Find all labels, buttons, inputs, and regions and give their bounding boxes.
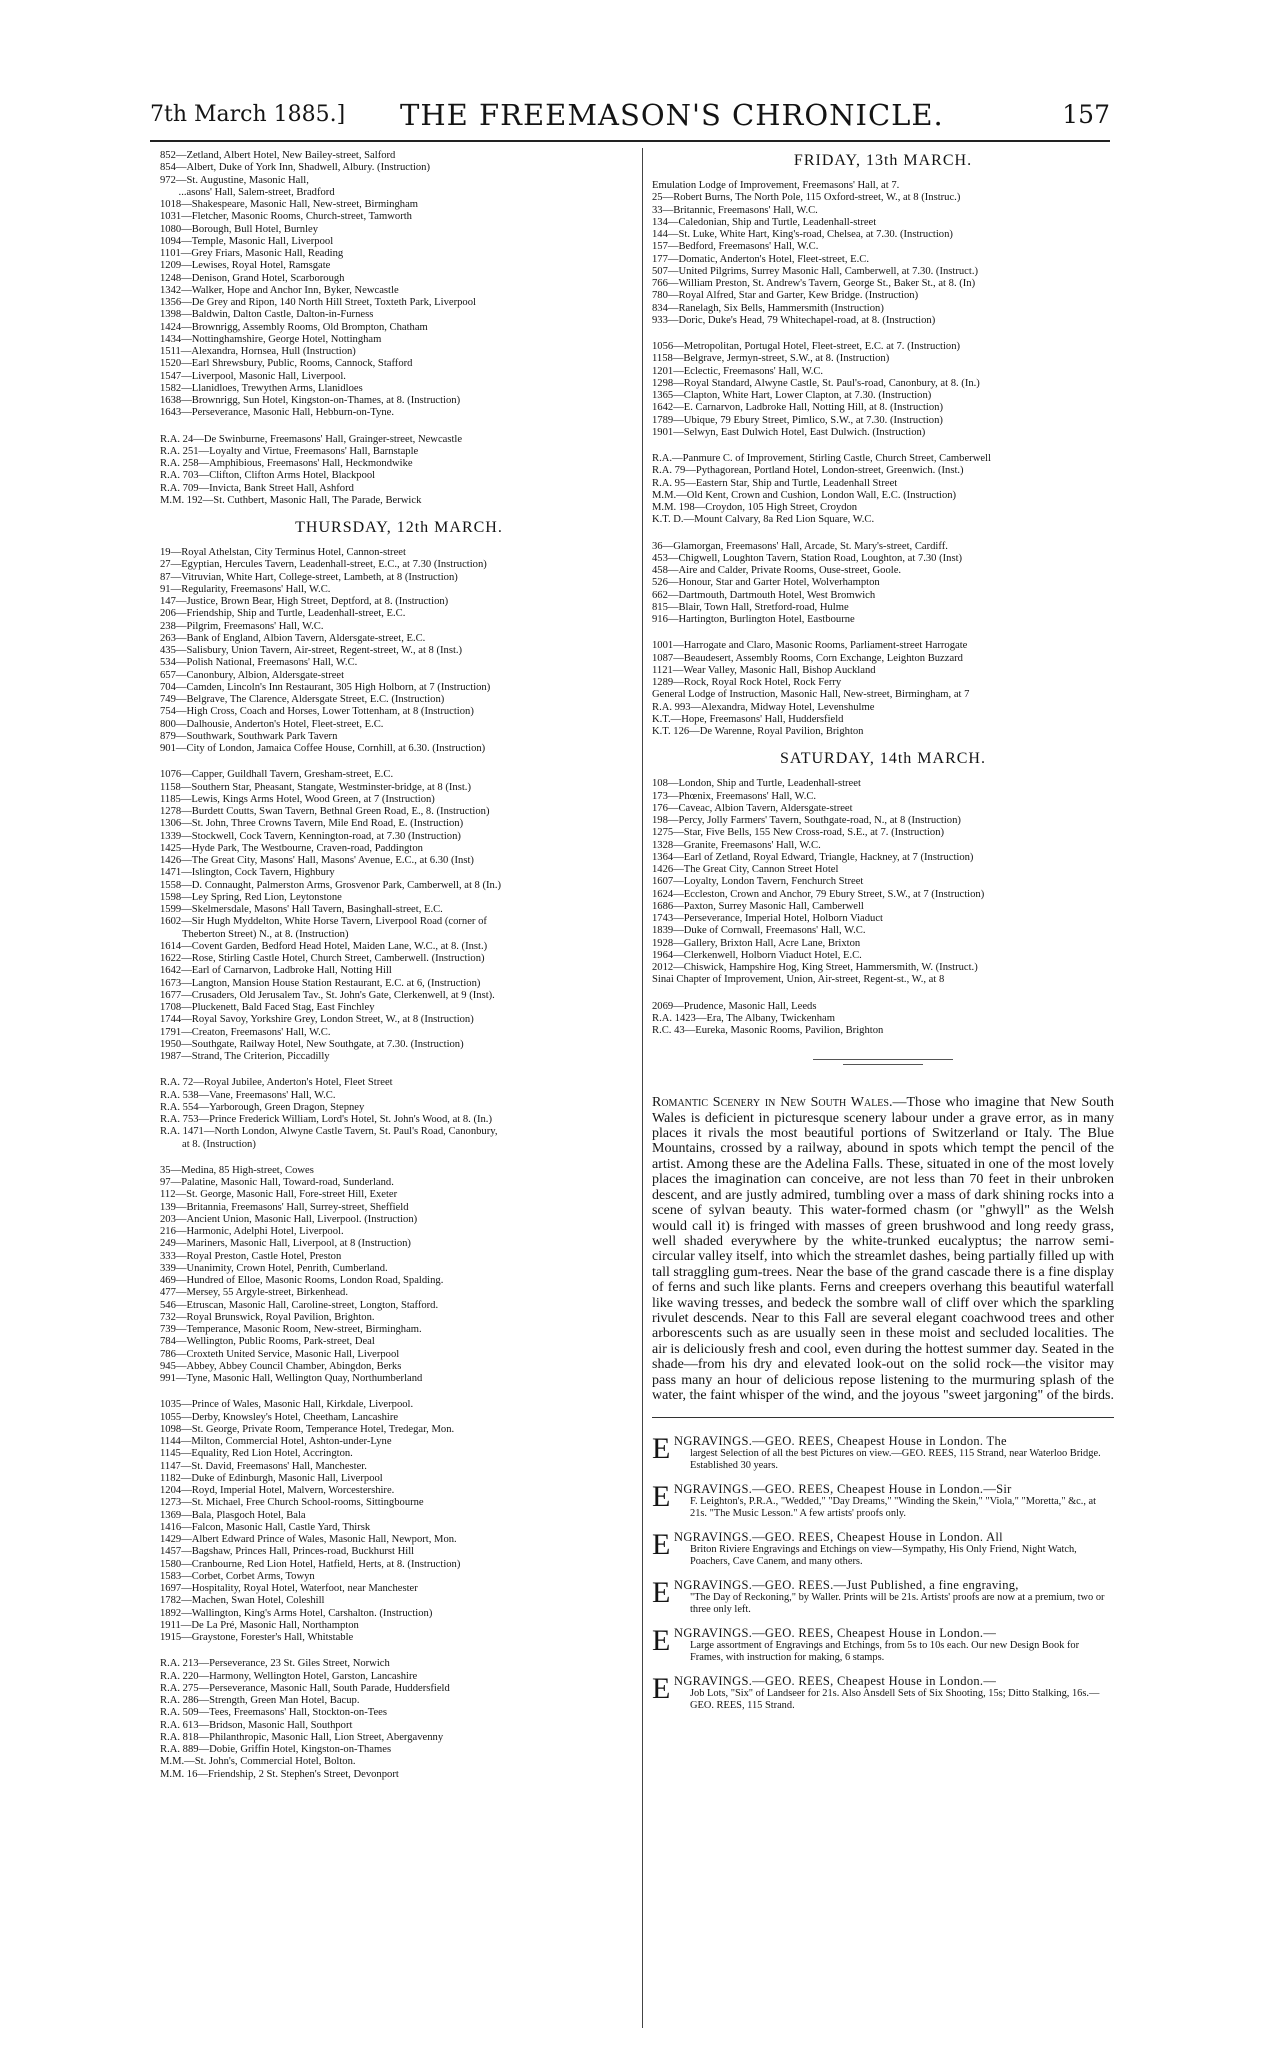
chapter-list-thursday-provincial: [160, 1658, 638, 1781]
listing-entry: 1643—Perseverance, Masonic Hall, Hebburn-on-Tyne.: [160, 407, 395, 419]
listing-entry: 732—Royal Brunswick, Royal Pavilion, Brighton.: [160, 1311, 375, 1323]
listing-entry: 1121—Wear Valley, Masonic Hall, Bishop Auckland: [652, 664, 876, 676]
drop-cap: E: [652, 1576, 671, 1610]
heading-thursday: THURSDAY, 12th MARCH.: [295, 519, 503, 536]
listing-entry: 1342—Walker, Hope and Anchor Inn, Byker, Newcastle: [160, 284, 399, 296]
listing-entry: 1686—Paxton, Surrey Masonic Hall, Camberwell: [652, 900, 864, 912]
listing-entry: 1339—Stockwell, Cock Tavern, Kennington-road, at 7.30 (Instruction): [160, 830, 461, 842]
left-column: [160, 150, 638, 1781]
listing-entry: 1964—Clerkenwell, Holborn Viaduct Hotel, E.C.: [652, 949, 862, 961]
listing-entry: 36—Glamorgan, Freemasons' Hall, Arcade, St. Mary's-street, Cardiff.: [652, 540, 948, 552]
listing-entry: 834—Ranelagh, Six Bells, Hammersmith (Instruction): [652, 302, 884, 314]
advertisement: [652, 1626, 1114, 1664]
listing-entry: 177—Domatic, Anderton's Hotel, Fleet-street, E.C.: [652, 253, 869, 265]
listing-entry: 1158—Belgrave, Jermyn-street, S.W., at 8. (Instruction): [652, 353, 890, 365]
listing-entry: 1275—Star, Five Bells, 155 New Cross-road, S.E., at 7. (Instruction): [652, 827, 945, 839]
listing-entry: 1416—Falcon, Masonic Hall, Castle Yard, Thirsk: [160, 1521, 371, 1533]
listing-entry: 1369—Bala, Plasgoch Hotel, Bala: [160, 1509, 306, 1521]
listing-entry: R.A. 538—Vane, Freemasons' Hall, W.C.: [160, 1089, 336, 1101]
chapter-list-thursday-london: [160, 1077, 638, 1151]
advertisement-body: Large assortment of Engravings and Etchings, from 5s to 10s each. Our new Design Book for Frames, with instruction for making, 6 stamps.: [690, 1640, 1080, 1664]
listing-entry: 933—Doric, Duke's Head, 79 Whitechapel-road, at 8. (Instruction): [652, 314, 936, 326]
advertisement-body: Briton Riviere Engravings and Etchings on view—Sympathy, His Only Friend, Night Watch, Poachers, Cave Canem, and many others.: [690, 1544, 1077, 1568]
listing-entry: 1398—Baldwin, Dalton Castle, Dalton-in-Furness: [160, 309, 374, 321]
listing-entry: 815—Blair, Town Hall, Stretford-road, Hulme: [652, 601, 849, 613]
listing-entry: 1582—Llanidloes, Trewythen Arms, Llanidloes: [160, 382, 363, 394]
listing-entry: R.A. 258—Amphibious, Freemasons' Hall, Heckmondwike: [160, 458, 413, 469]
listing-entry: R.A. 275—Perseverance, Masonic Hall, South Parade, Huddersfield: [160, 1682, 450, 1694]
listing-entry: M.M.—St. John's, Commercial Hotel, Bolton.: [160, 1756, 356, 1768]
listing-entry: K.T. 126—De Warenne, Royal Pavilion, Brighton: [652, 726, 864, 737]
listing-entry: 766—William Preston, St. Andrew's Tavern, George St., Baker St., at 8. (In): [652, 278, 976, 289]
listing-entry: 1306—St. John, Three Crowns Tavern, Mile End Road, E. (Instruction): [160, 818, 464, 830]
advertisement: [652, 1482, 1114, 1520]
listing-entry: 1901—Selwyn, East Dulwich Hotel, East Dulwich. (Instruction): [652, 426, 926, 438]
advertisement-body: "The Day of Reckoning," by Waller. Prints will be 21s. Artists' proofs are now at a premium, two or three only left.: [690, 1592, 1105, 1616]
heading-saturday: SATURDAY, 14th MARCH.: [780, 750, 986, 768]
listing-entry: 704—Camden, Lincoln's Inn Restaurant, 305 High Holborn, at 7 (Instruction): [160, 681, 491, 693]
page-number: 157: [1062, 100, 1110, 129]
listing-entry: 780—Royal Alfred, Star and Garter, Kew Bridge. (Instruction): [652, 290, 919, 302]
drop-cap: E: [652, 1480, 671, 1514]
listing-entry: 206—Friendship, Ship and Turtle, Leadenhall-street, E.C.: [160, 608, 406, 620]
listing-entry: 1087—Beaudesert, Assembly Rooms, Corn Exchange, Leighton Buzzard: [652, 652, 963, 664]
listing-entry: 1328—Granite, Freemasons' Hall, W.C.: [652, 839, 821, 851]
listing-entry: R.A. 1423—Era, The Albany, Twickenham: [652, 1012, 835, 1024]
listing-entry: 1080—Borough, Bull Hotel, Burnley: [160, 223, 319, 235]
listing-entry: 1839—Duke of Cornwall, Freemasons' Hall, W.C.: [652, 925, 866, 937]
listing-entry: 754—High Cross, Coach and Horses, Lower Tottenham, at 8 (Instruction): [160, 706, 474, 718]
listing-entry: 901—City of London, Jamaica Coffee House, Cornhill, at 6.30. (Instruction): [160, 743, 486, 754]
listing-entry: 1425—Hyde Park, The Westbourne, Craven-road, Paddington: [160, 842, 423, 854]
listing-entry: 1614—Covent Garden, Bedford Head Hotel, Maiden Lane, W.C., at 8. (Inst.): [160, 940, 488, 952]
listing-entry: 144—St. Luke, White Hart, King's-road, Chelsea, at 7.30. (Instruction): [652, 229, 953, 240]
listing-entry: 1056—Metropolitan, Portugal Hotel, Fleet-street, E.C. at 7. (Instruction): [652, 341, 961, 352]
listing-entry: K.T.—Hope, Freemasons' Hall, Huddersfield: [652, 713, 844, 725]
article-rule: [652, 1417, 1114, 1418]
heading-friday: FRIDAY, 13th MARCH.: [793, 152, 973, 169]
listing-entry: 1791—Creaton, Freemasons' Hall, W.C.: [160, 1026, 331, 1038]
listing-entry: 526—Honour, Star and Garter Hotel, Wolverhampton: [652, 577, 880, 589]
listing-entry: 1101—Grey Friars, Masonic Hall, Reading: [160, 248, 344, 259]
listing-entry: 1471—Islington, Cock Tavern, Highbury: [160, 867, 335, 879]
advertisement-headline: NGRAVINGS.—GEO. REES, Cheapest House in London.—: [674, 1626, 997, 1641]
listing-entry: 333—Royal Preston, Castle Hotel, Preston: [160, 1250, 342, 1262]
advertisement-headline: NGRAVINGS.—GEO. REES, Cheapest House in London. All: [674, 1530, 1003, 1545]
listing-entry: M.M. 192—St. Cuthbert, Masonic Hall, The Parade, Berwick: [160, 494, 422, 506]
listing-entry: R.A. 703—Clifton, Clifton Arms Hotel, Blackpool: [160, 470, 376, 482]
listing-entry: 139—Britannia, Freemasons' Hall, Surrey-street, Sheffield: [160, 1201, 409, 1213]
advertisement-headline: NGRAVINGS.—GEO. REES, Cheapest House in London.—: [674, 1674, 997, 1689]
listing-entry: K.T. D.—Mount Calvary, 8a Red Lion Square, W.C.: [652, 514, 875, 526]
advertisement: [652, 1434, 1114, 1472]
listing-entry: 800—Dalhousie, Anderton's Hotel, Fleet-street, E.C.: [160, 718, 384, 730]
listing-entry: R.A. 993—Alexandra, Midway Hotel, Levenshulme: [652, 701, 875, 713]
lodge-list-friday-provincial-b: [652, 640, 1114, 738]
advertisement-body: Job Lots, "Six" of Landseer for 21s. Also Ansdell Sets of Six Shooting, 15s; Ditto Stalking, 16s.—GEO. REES, 115 Strand.: [690, 1688, 1100, 1712]
listing-entry: 749—Belgrave, The Clarence, Aldersgate Street, E.C. (Instruction): [160, 694, 445, 705]
lodge-list-wednesday-provincial: [160, 150, 638, 420]
listing-entry: 916—Hartington, Burlington Hotel, Eastbourne: [652, 614, 855, 625]
listing-entry: 1558—D. Connaught, Palmerston Arms, Grosvenor Park, Camberwell, at 8 (In.): [160, 879, 502, 891]
listing-entry: R.A. 220—Harmony, Wellington Hotel, Garston, Lancashire: [160, 1670, 418, 1682]
listing-entry: 1928—Gallery, Brixton Hall, Acre Lane, Brixton: [652, 937, 861, 949]
listing-entry: R.A. 95—Eastern Star, Ship and Turtle, Leadenhall Street: [652, 477, 898, 489]
listing-entry: 1892—Wallington, King's Arms Hotel, Carshalton. (Instruction): [160, 1607, 433, 1619]
listing-entry: 1098—St. George, Private Room, Temperance Hotel, Tredegar, Mon.: [160, 1423, 455, 1435]
listing-entry: General Lodge of Instruction, Masonic Hall, New-street, Birmingham, at 7: [652, 689, 970, 701]
advertisements: [652, 1434, 1114, 1712]
listing-entry: 1201—Eclectic, Freemasons' Hall, W.C.: [652, 365, 824, 377]
listing-entry: 1599—Skelmersdale, Masons' Hall Tavern, Basinghall-street, E.C.: [160, 904, 443, 915]
listing-entry: 507—United Pilgrims, Surrey Masonic Hall, Camberwell, at 7.30. (Instruct.): [652, 265, 978, 277]
listing-entry: 1145—Equality, Red Lion Hotel, Accrington.: [160, 1448, 353, 1460]
lodge-list-friday-london-b: [652, 341, 1114, 439]
listing-entry: 33—Britannic, Freemasons' Hall, W.C.: [652, 204, 818, 216]
listing-entry: 786—Croxteth United Service, Masonic Hall, Liverpool: [160, 1348, 400, 1360]
listing-entry: 1622—Rose, Stirling Castle Hotel, Church Street, Camberwell. (Instruction): [160, 953, 485, 964]
lodge-list-saturday-provincial: [652, 1001, 1114, 1038]
lodge-list-saturday-london: [652, 778, 1114, 986]
listing-entry: 1364—Earl of Zetland, Royal Edward, Triangle, Hackney, at 7 (Instruction): [652, 851, 974, 863]
listing-entry: R.A. 509—Tees, Freemasons' Hall, Stockton-on-Tees: [160, 1707, 387, 1719]
listing-entry: 1076—Capper, Guildhall Tavern, Gresham-street, E.C.: [160, 769, 394, 781]
masthead: [150, 96, 1110, 136]
listing-entry: R.A. 709—Invicta, Bank Street Hall, Ashford: [160, 482, 354, 494]
listing-entry: Theberton Street) N., at 8. (Instruction): [182, 928, 349, 940]
listing-entry: 1094—Temple, Masonic Hall, Liverpool: [160, 235, 334, 247]
listing-entry: 1018—Shakespeare, Masonic Hall, New-street, Birmingham: [160, 199, 419, 210]
advertisement-headline: NGRAVINGS.—GEO. REES, Cheapest House in London.—Sir: [674, 1482, 1012, 1497]
listing-entry: 147—Justice, Brown Bear, High Street, Deptford, at 8. (Instruction): [160, 596, 449, 607]
advertisement-body: F. Leighton's, P.R.A., "Wedded," "Day Dreams," "Winding the Skein," "Viola," "Moretta," &c., at 21s. "The Music Lesson." A few artists' proofs only.: [690, 1496, 1097, 1520]
listing-entry: 1638—Brownrigg, Sun Hotel, Kingston-on-Thames, at 8. (Instruction): [160, 395, 461, 406]
listing-entry: 657—Canonbury, Albion, Aldersgate-street: [160, 669, 345, 681]
right-column: [652, 150, 1114, 1722]
listing-entry: 1642—Earl of Carnarvon, Ladbroke Hall, Notting Hill: [160, 965, 392, 977]
section-rule: [813, 1059, 953, 1060]
listing-entry: 435—Salisbury, Union Tavern, Air-street, Regent-street, W., at 8 (Inst.): [160, 645, 463, 656]
listing-entry: 477—Mersey, 55 Argyle-street, Birkenhead.: [160, 1287, 348, 1299]
lodge-list-thursday-london-b: [160, 769, 638, 1063]
listing-entry: 852—Zetland, Albert Hotel, New Bailey-street, Salford: [160, 150, 396, 161]
listing-entry: 238—Pilgrim, Freemasons' Hall, W.C.: [160, 620, 324, 632]
lodge-list-thursday-london-a: [160, 547, 638, 755]
listing-entry: R.A. 1471—North London, Alwyne Castle Tavern, St. Paul's Road, Canonbury,: [160, 1126, 498, 1138]
listing-entry: 35—Medina, 85 High-street, Cowes: [160, 1164, 314, 1176]
listing-entry: R.A. 554—Yarborough, Green Dragon, Stepney: [160, 1101, 365, 1113]
publication-title: THE FREEMASON'S CHRONICLE.: [400, 98, 944, 132]
listing-entry: 1520—Earl Shrewsbury, Public, Rooms, Cannock, Stafford: [160, 358, 413, 370]
listing-entry: 1055—Derby, Knowsley's Hotel, Cheetham, Lancashire: [160, 1411, 399, 1423]
listing-entry: 19—Royal Athelstan, City Terminus Hotel, Cannon-street: [160, 547, 406, 558]
drop-cap: E: [652, 1528, 671, 1562]
listing-entry: R.A. 818—Philanthropic, Masonic Hall, Lion Street, Abergavenny: [160, 1731, 444, 1743]
listing-entry: 173—Phœnix, Freemasons' Hall, W.C.: [652, 790, 817, 802]
listing-entry: M.M.—Old Kent, Crown and Cushion, London Wall, E.C. (Instruction): [652, 489, 957, 501]
listing-entry: 157—Bedford, Freemasons' Hall, W.C.: [652, 241, 819, 253]
drop-cap: E: [652, 1672, 671, 1706]
listing-entry: 1426—The Great City, Cannon Street Hotel: [652, 864, 839, 875]
listing-entry: 1147—St. David, Freemasons' Hall, Manchester.: [160, 1460, 367, 1472]
listing-entry: 879—Southwark, Southwark Park Tavern: [160, 730, 338, 742]
listing-entry: 1035—Prince of Wales, Masonic Hall, Kirkdale, Liverpool.: [160, 1399, 414, 1411]
listing-entry: 453—Chigwell, Loughton Tavern, Station Road, Loughton, at 7.30 (Inst): [652, 552, 963, 564]
listing-entry: 662—Dartmouth, Dartmouth Hotel, West Bromwich: [652, 589, 876, 601]
drop-cap: E: [652, 1624, 671, 1658]
listing-entry: 1598—Ley Spring, Red Lion, Leytonstone: [160, 891, 342, 903]
listing-entry: 1209—Lewises, Royal Hotel, Ramsgate: [160, 260, 331, 272]
listing-entry: 469—Hundred of Elloe, Masonic Rooms, London Road, Spalding.: [160, 1275, 444, 1286]
lodge-list-friday-london-a: [652, 180, 1114, 327]
advertisement: [652, 1578, 1114, 1616]
listing-entry: 1583—Corbet, Corbet Arms, Towyn: [160, 1570, 315, 1582]
listing-entry: 1144—Milton, Commercial Hotel, Ashton-under-Lyne: [160, 1436, 392, 1447]
listing-entry: 249—Mariners, Masonic Hall, Liverpool, at 8 (Instruction): [160, 1238, 411, 1250]
listing-entry: 134—Caledonian, Ship and Turtle, Leadenhall-street: [652, 216, 877, 228]
lodge-list-thursday-provincial-b: [160, 1399, 638, 1644]
listing-entry: 1356—De Grey and Ripon, 140 North Hill Street, Toxteth Park, Liverpool: [160, 297, 476, 308]
listing-entry: M.M. 198—Croydon, 105 High Street, Croydon: [652, 502, 858, 513]
listing-entry: 1204—Royd, Imperial Hotel, Malvern, Worcestershire.: [160, 1485, 395, 1496]
listing-entry: 1642—E. Carnarvon, Ladbroke Hall, Notting Hill, at 8. (Instruction): [652, 402, 943, 414]
listing-entry: 2069—Prudence, Masonic Hall, Leeds: [652, 1000, 817, 1012]
listing-entry: 1298—Royal Standard, Alwyne Castle, St. Paul's-road, Canonbury, at 8. (In.): [652, 377, 980, 389]
listing-entry: 1708—Pluckenett, Bald Faced Stag, East Finchley: [160, 1002, 375, 1013]
listing-entry: 1429—Albert Edward Prince of Wales, Masonic Hall, Newport, Mon.: [160, 1534, 457, 1545]
listing-entry: 176—Caveac, Albion Tavern, Aldersgate-street: [652, 802, 853, 814]
listing-entry: 945—Abbey, Abbey Council Chamber, Abingdon, Berks: [160, 1360, 402, 1372]
listing-entry: 87—Vitruvian, White Hart, College-street, Lambeth, at 8 (Instruction): [160, 571, 458, 583]
listing-entry: 1782—Machen, Swan Hotel, Coleshill: [160, 1595, 325, 1607]
listing-entry: R.A. 213—Perseverance, 23 St. Giles Street, Norwich: [160, 1658, 390, 1670]
listing-entry: 1273—St. Michael, Free Church School-rooms, Sittingbourne: [160, 1497, 424, 1509]
listing-entry: 1607—Loyalty, London Tavern, Fenchurch Street: [652, 876, 864, 888]
listing-entry: 1677—Crusaders, Old Jerusalem Tav., St. John's Gate, Clerkenwell, at 9 (Inst).: [160, 989, 495, 1001]
listing-entry: 339—Unanimity, Crown Hotel, Penrith, Cumberland.: [160, 1262, 388, 1274]
listing-entry: 1158—Southern Star, Pheasant, Stangate, Westminster-bridge, at 8 (Inst.): [160, 781, 471, 793]
listing-entry: R.A. 79—Pythagorean, Portland Hotel, London-street, Greenwich. (Inst.): [652, 465, 964, 477]
listing-entry: 1547—Liverpool, Masonic Hall, Liverpool.: [160, 370, 346, 382]
advertisement-body: largest Selection of all the best Pictures on view.—GEO. REES, 115 Strand, near Waterloo Bridge. Established 30 years.: [690, 1448, 1101, 1472]
listing-entry: 1602—Sir Hugh Myddelton, White Horse Tavern, Liverpool Road (corner of: [160, 916, 487, 928]
listing-entry: R.C. 43—Eureka, Masonic Rooms, Pavilion, Brighton: [652, 1025, 884, 1036]
section-rule-short: [843, 1064, 923, 1065]
listing-entry: 1278—Burdett Coutts, Swan Tavern, Bethnal Green Road, E., 8. (Instruction): [160, 806, 490, 817]
listing-entry: 1624—Eccleston, Crown and Anchor, 79 Ebury Street, S.W., at 7 (Instruction): [652, 888, 985, 900]
article-body: —Those who imagine that New South Wales is deficient in picturesque scenery labour under a grave error, as in many places it rivals the most beautiful portions of Switzerland or Italy. The Blue Mountains, crossed by a railway, abound in spots which tempt the pencil of the artist. Among these are the Adelina Falls. These, situated in one of the most lovely places the imagination can conceive, are not less than 70 feet in their unbroken descent, and are justly admired, tumbling over a mass of dark shining rocks into a scene of sylvan beauty. This water-formed chasm (or "ghwyll" as the Welsh would call it) is fringed with masses of green brushwood and long reedy grass, well shaded everywhere by the white-trunked eucalyptus; the narrow semi-circular valley itself, into which the streamlet dashes, being partially filled up with tall straggling gum-trees. Near the base of the grand cascade there is a fine display of ferns and such like plants. Ferns and creepers overhang this beautiful waterfall like waving tresses, and bedeck the sombre wall of cliff over which the sparkling rivulet descends. Near to this Fall are several elegant coachwood trees and other arborescents such as are usually seen in these moist and secluded localities. The air is deliciously fresh and cool, even during the hottest summer day. Seated in the shade—from his dry and elevated look-out on the solid rock—the visitor may pass many an hour of delicious repose listening to the murmuring splash of the water, the faint whisper of the wind, and the joyous "sweet jargoning" of the birds.: [652, 1095, 1115, 1403]
listing-entry: 546—Etruscan, Masonic Hall, Caroline-street, Longton, Stafford.: [160, 1299, 439, 1311]
listing-entry: 112—St. George, Masonic Hall, Fore-street Hill, Exeter: [160, 1189, 398, 1201]
listing-entry: 1424—Brownrigg, Assembly Rooms, Old Brompton, Chatham: [160, 321, 428, 333]
listing-entry: 1434—Nottinghamshire, George Hotel, Nottingham: [160, 333, 382, 345]
listing-entry: 1789—Ubique, 79 Ebury Street, Pimlico, S.W., at 7.30. (Instruction): [652, 414, 943, 426]
article-romantic-scenery: [652, 1095, 1114, 1403]
listing-entry: 534—Polish National, Freemasons' Hall, W.C.: [160, 657, 358, 669]
listing-entry: 108—London, Ship and Turtle, Leadenhall-street: [652, 778, 861, 790]
listing-entry: 203—Ancient Union, Masonic Hall, Liverpool. (Instruction): [160, 1213, 418, 1225]
listing-entry: 91—Regularity, Freemasons' Hall, W.C.: [160, 583, 331, 595]
listing-entry: 1182—Duke of Edinburgh, Masonic Hall, Liverpool: [160, 1472, 383, 1484]
listing-entry: 1911—De La Pré, Masonic Hall, Northampton: [160, 1619, 359, 1631]
listing-entry: R.A. 24—De Swinburne, Freemasons' Hall, Grainger-street, Newcastle: [160, 433, 463, 445]
listing-entry: at 8. (Instruction): [182, 1138, 256, 1150]
listing-entry: 1365—Clapton, White Hart, Lower Clapton, at 7.30. (Instruction): [652, 390, 932, 401]
article-heading: Romantic Scenery in New South Wales.: [652, 1095, 893, 1111]
listing-entry: 1248—Denison, Grand Hotel, Scarborough: [160, 272, 345, 284]
listing-entry: 1426—The Great City, Masons' Hall, Masons' Avenue, E.C., at 6.30 (Inst): [160, 855, 474, 866]
listing-entry: Emulation Lodge of Improvement, Freemasons' Hall, at 7.: [652, 180, 900, 191]
drop-cap: E: [652, 1432, 671, 1466]
listing-entry: 1001—Harrogate and Claro, Masonic Rooms, Parliament-street Harrogate: [652, 640, 968, 652]
listing-entry: 1950—Southgate, Railway Hotel, New Southgate, at 7.30. (Instruction): [160, 1038, 464, 1050]
advertisement: [652, 1674, 1114, 1712]
listing-entry: 263—Bank of England, Albion Tavern, Aldersgate-street, E.C.: [160, 632, 426, 644]
listing-entry: 1743—Perseverance, Imperial Hotel, Holborn Viaduct: [652, 913, 883, 924]
advertisement-headline: NGRAVINGS.—GEO. REES, Cheapest House in London. The: [674, 1434, 1007, 1449]
advertisement: [652, 1530, 1114, 1568]
listing-entry: Sinai Chapter of Improvement, Union, Air-street, Regent-st., W., at 8: [652, 974, 945, 986]
listing-entry: 458—Aire and Calder, Private Rooms, Ouse-street, Goole.: [652, 565, 902, 576]
listing-entry: ...asons' Hall, Salem-street, Bradford: [160, 186, 335, 198]
advertisement-headline: NGRAVINGS.—GEO. REES.—Just Published, a fine engraving,: [674, 1578, 1019, 1593]
listing-entry: 972—St. Augustine, Masonic Hall,: [160, 174, 309, 186]
listing-entry: M.M. 16—Friendship, 2 St. Stephen's Street, Devonport: [160, 1768, 399, 1780]
listing-entry: 1915—Graystone, Forester's Hall, Whitstable: [160, 1632, 354, 1643]
listing-entry: 25—Robert Burns, The North Pole, 115 Oxford-street, W., at 8 (Instruc.): [652, 192, 961, 204]
listing-entry: 27—Egyptian, Hercules Tavern, Leadenhall-street, E.C., at 7.30 (Instruction): [160, 559, 487, 571]
listing-entry: 1697—Hospitality, Royal Hotel, Waterfoot, near Manchester: [160, 1583, 418, 1594]
issue-date: 7th March 1885.]: [150, 102, 346, 127]
listing-entry: 1289—Rock, Royal Rock Hotel, Rock Ferry: [652, 677, 842, 688]
listing-entry: 1031—Fletcher, Masonic Rooms, Church-street, Tamworth: [160, 211, 412, 223]
listing-entry: 97—Palatine, Masonic Hall, Toward-road, Sunderland.: [160, 1177, 394, 1188]
listing-entry: 739—Temperance, Masonic Room, New-street, Birmingham.: [160, 1324, 422, 1335]
listing-entry: R.A.—Panmure C. of Improvement, Stirling Castle, Church Street, Camberwell: [652, 453, 991, 464]
listing-entry: R.A. 286—Strength, Green Man Hotel, Bacup.: [160, 1695, 360, 1706]
listing-entry: 1673—Langton, Mansion House Station Restaurant, E.C. at 6, (Instruction): [160, 977, 481, 989]
listing-entry: 1987—Strand, The Criterion, Piccadilly: [160, 1051, 330, 1062]
column-divider: [642, 148, 643, 2028]
listing-entry: R.A. 251—Loyalty and Virtue, Freemasons' Hall, Barnstaple: [160, 445, 419, 457]
listing-entry: R.A. 72—Royal Jubilee, Anderton's Hotel, Fleet Street: [160, 1077, 393, 1089]
listing-entry: 1457—Bagshaw, Princes Hall, Princes-road, Buckhurst Hill: [160, 1546, 415, 1558]
listing-entry: R.A. 889—Dobie, Griffin Hotel, Kingston-on-Thames: [160, 1744, 392, 1755]
listing-entry: 854—Albert, Duke of York Inn, Shadwell, Albury. (Instruction): [160, 162, 431, 174]
lodge-list-friday-provincial-a: [652, 541, 1114, 627]
listing-entry: 1580—Cranbourne, Red Lion Hotel, Hatfield, Herts, at 8. (Instruction): [160, 1558, 461, 1570]
listing-entry: 1511—Alexandra, Hornsea, Hull (Instruction): [160, 346, 356, 357]
listing-entry: 198—Percy, Jolly Farmers' Tavern, Southgate-road, N., at 8 (Instruction): [652, 815, 961, 826]
listing-entry: R.A. 613—Bridson, Masonic Hall, Southport: [160, 1719, 353, 1731]
listing-entry: 784—Wellington, Public Rooms, Park-street, Deal: [160, 1336, 375, 1348]
listing-entry: 216—Harmonic, Adelphi Hotel, Liverpool.: [160, 1226, 344, 1237]
chapter-list-friday-london: [652, 453, 1114, 527]
listing-entry: R.A. 753—Prince Frederick William, Lord's Hotel, St. John's Wood, at 8. (In.): [160, 1114, 492, 1125]
listing-entry: 2012—Chiswick, Hampshire Hog, King Street, Hammersmith, W. (Instruct.): [652, 962, 978, 973]
masthead-rule: [150, 140, 1110, 142]
listing-entry: 991—Tyne, Masonic Hall, Wellington Quay, Northumberland: [160, 1373, 423, 1384]
lodge-list-thursday-provincial-a: [160, 1165, 638, 1386]
listing-entry: 1744—Royal Savoy, Yorkshire Grey, London Street, W., at 8 (Instruction): [160, 1014, 474, 1026]
listing-entry: 1185—Lewis, Kings Arms Hotel, Wood Green, at 7 (Instruction): [160, 793, 435, 805]
chapter-list-wednesday: [160, 434, 638, 508]
